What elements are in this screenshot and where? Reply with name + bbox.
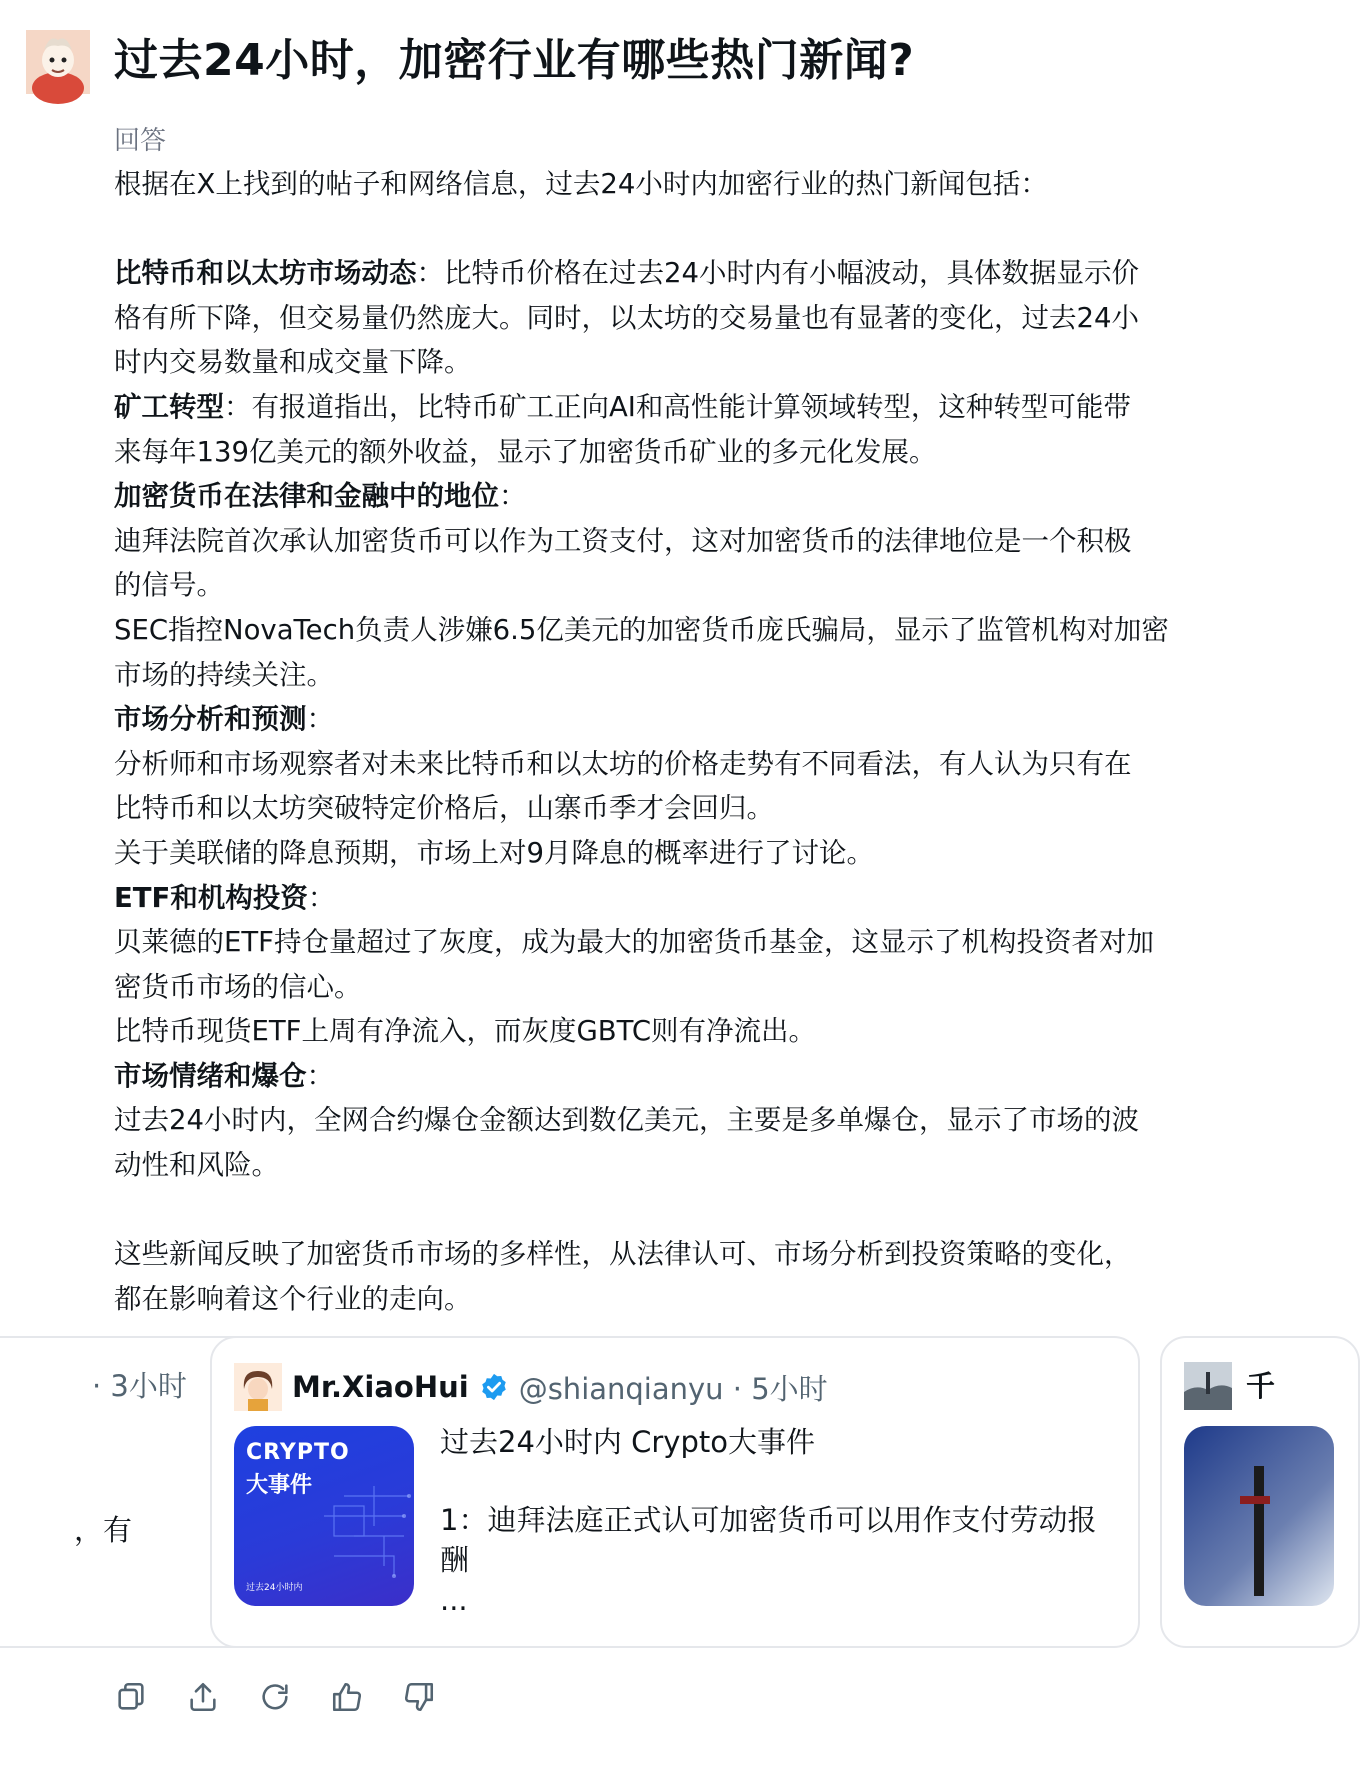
action-bar <box>110 1676 440 1718</box>
regenerate-icon <box>258 1680 292 1714</box>
section-text: 分析师和市场观察者对未来比特币和以太坊的价格走势有不同看法，有人认为只有在 <box>114 747 1132 780</box>
thumbs-up-icon <box>330 1680 364 1714</box>
thumb-title: CRYPTO <box>246 1440 350 1465</box>
section-text: 比特币和以太坊突破特定价格后，山寨币季才会回归。 <box>114 792 774 825</box>
post-line: 过去24小时内 Crypto大事件 <box>440 1425 815 1459</box>
section-text: 过去24小时内，全网合约爆仓金额达到数亿美元，主要是多单爆仓，显示了市场的波 <box>114 1104 1139 1137</box>
colon: ： <box>306 1059 334 1092</box>
section-legal <box>114 474 1244 519</box>
section-heading: 市场分析和预测 <box>114 703 307 736</box>
section-text: 的信号。 <box>114 569 224 602</box>
author-handle-time: @shianqianyu · 5小时 <box>518 1371 828 1406</box>
copy-button[interactable] <box>110 1676 152 1718</box>
share-icon <box>186 1680 220 1714</box>
verified-badge-icon <box>479 1372 509 1402</box>
section-text: 格有所下降，但交易量仍然庞大。同时，以太坊的交易量也有显著的变化，过去24小 <box>114 301 1139 334</box>
regenerate-button[interactable] <box>254 1676 296 1718</box>
post-card-next[interactable] <box>1160 1336 1360 1648</box>
section-text: ：比特币价格在过去24小时内有小幅波动，具体数据显示价 <box>416 257 1139 290</box>
post-line: ... <box>440 1583 468 1617</box>
section-text: 来每年139亿美元的额外收益，显示了加密货币矿业的多元化发展。 <box>114 435 937 468</box>
colon: ： <box>499 480 527 513</box>
blank-line <box>114 1188 1244 1233</box>
section-heading: ETF和机构投资 <box>114 881 308 914</box>
post-card[interactable] <box>210 1336 1140 1648</box>
section-heading: 加密货币在法律和金融中的地位 <box>114 480 499 513</box>
author-avatar[interactable] <box>1184 1362 1232 1410</box>
section-heading: 市场情绪和爆仓 <box>114 1059 307 1092</box>
share-button[interactable] <box>182 1676 224 1718</box>
blank-line <box>114 207 1244 252</box>
section-text: 迪拜法院首次承认加密货币可以作为工资支付，这对加密货币的法律地位是一个积极 <box>114 524 1132 557</box>
dislike-button[interactable] <box>398 1676 440 1718</box>
blank-line <box>440 1462 1120 1500</box>
post-text-fragment: ，有 <box>74 1513 133 1547</box>
section-text: 比特币现货ETF上周有净流入，而灰度GBTC则有净流出。 <box>114 1015 817 1048</box>
author-name[interactable]: Mr.XiaoHui <box>292 1370 469 1404</box>
answer-outro: 都在影响着这个行业的走向。 <box>114 1282 472 1315</box>
colon: ： <box>306 703 334 736</box>
post-time: · 3小时 <box>92 1369 187 1403</box>
post-author-row <box>234 1362 828 1412</box>
section-text: SEC指控NovaTech负责人涉嫌6.5亿美元的加密货币庞氏骗局，显示了监管机构对加密 <box>114 613 1169 646</box>
author-avatar[interactable] <box>234 1363 282 1411</box>
answer-body <box>114 162 1244 1321</box>
section-text: 关于美联储的降息预期，市场上对9月降息的概率进行了讨论。 <box>114 836 874 869</box>
section-text: ：有报道指出，比特币矿工正向AI和高性能计算领域转型，这种转型可能带 <box>224 390 1131 423</box>
section-text: 动性和风险。 <box>114 1149 279 1182</box>
colon: ： <box>307 881 336 914</box>
question-title: 过去24小时，加密行业有哪些热门新闻? <box>114 35 915 86</box>
section-etf <box>114 876 1244 921</box>
post-thumbnail[interactable] <box>1184 1426 1334 1606</box>
section-sentiment <box>114 1054 1244 1099</box>
section-text: 时内交易数量和成交量下降。 <box>114 346 472 379</box>
post-line: 酬 <box>440 1543 470 1577</box>
section-heading: 矿工转型 <box>114 390 224 423</box>
answer-intro: 根据在X上找到的帖子和网络信息，过去24小时内加密行业的热门新闻包括： <box>114 168 1048 200</box>
author-name-fragment: 千 <box>1246 1369 1276 1403</box>
section-analysis <box>114 697 1244 742</box>
copy-icon <box>114 1680 148 1714</box>
thumbnail-art <box>1184 1426 1334 1606</box>
section-text: 密货币市场的信心。 <box>114 970 362 1003</box>
section-miners <box>114 385 1244 430</box>
thumb-caption: 过去24小时内 <box>246 1583 303 1593</box>
section-text: 市场的持续关注。 <box>114 658 334 691</box>
answer-label: 回答 <box>114 126 167 156</box>
section-heading: 比特币和以太坊市场动态 <box>114 257 417 290</box>
answer-outro: 这些新闻反映了加密货币市场的多样性，从法律认可、市场分析到投资策略的变化， <box>114 1238 1132 1271</box>
section-market <box>114 251 1244 296</box>
post-carousel[interactable] <box>74 1336 1278 1652</box>
thumbs-down-icon <box>402 1680 436 1714</box>
thumb-subtitle: 大事件 <box>246 1473 313 1498</box>
post-content[interactable] <box>440 1422 1120 1620</box>
post-thumbnail[interactable] <box>234 1426 414 1606</box>
post-line: 1：迪拜法庭正式认可加密货币可以用作支付劳动报 <box>440 1503 1097 1537</box>
section-text: 贝莱德的ETF持仓量超过了灰度，成为最大的加密货币基金，这显示了机构投资者对加 <box>114 926 1154 959</box>
like-button[interactable] <box>326 1676 368 1718</box>
user-avatar <box>26 30 90 94</box>
